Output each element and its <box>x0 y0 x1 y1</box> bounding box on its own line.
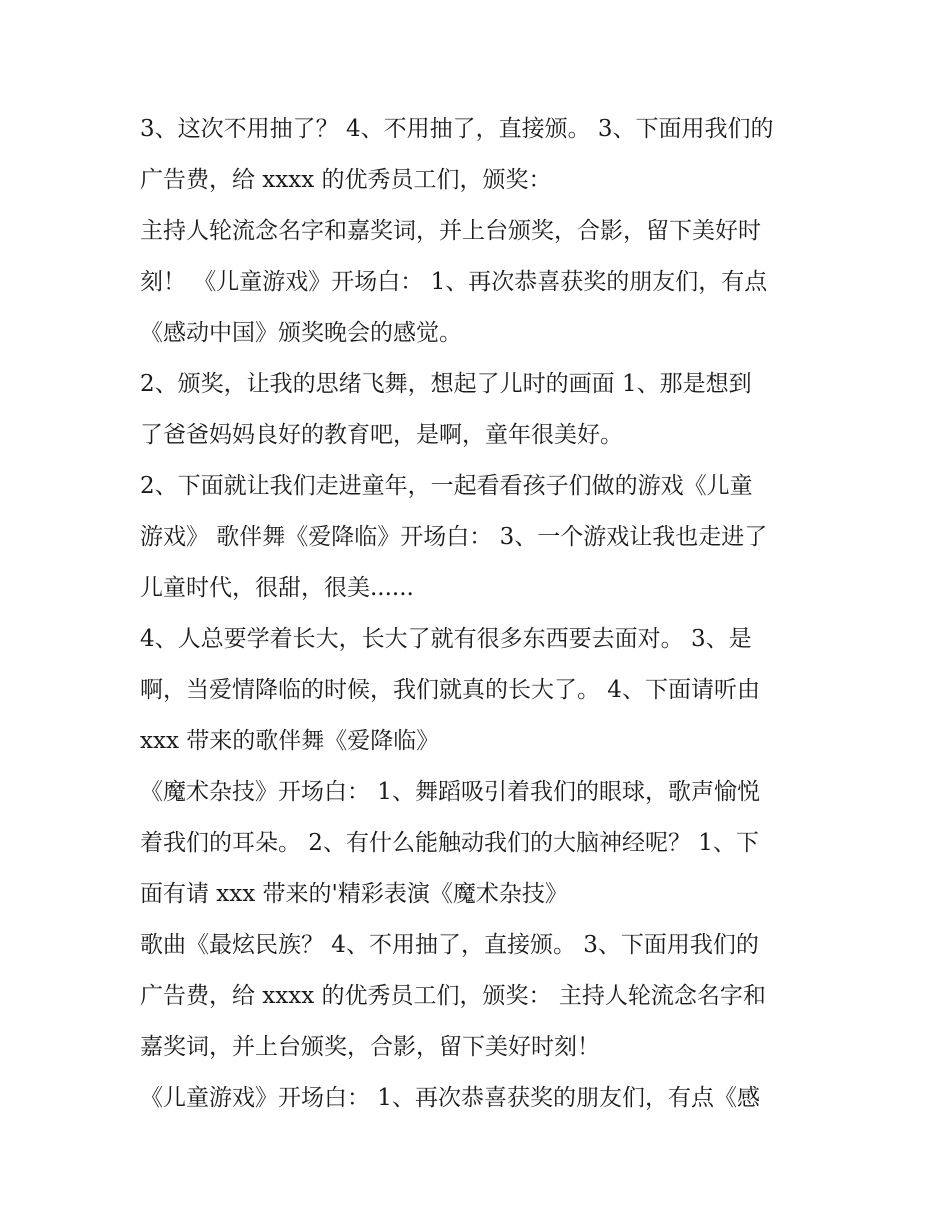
text-line: 4、人总要学着长大，长大了就有很多东西要去面对。 3、是 <box>140 626 752 652</box>
text-line: 啊，当爱情降临的时候，我们就真的长大了。 4、下面请听由 <box>140 677 760 703</box>
text-line: 广告费，给 xxxx 的优秀员工们，颁奖： <box>140 167 552 193</box>
text-line: 3、这次不用抽了？ 4、不用抽了，直接颁。 3、下面用我们的 <box>140 116 774 142</box>
text-line: 了爸爸妈妈良好的教育吧，是啊，童年很美好。 <box>140 422 623 448</box>
text-line: 《感动中国》颁奖晚会的感觉。 <box>140 320 462 346</box>
text-line: 主持人轮流念名字和嘉奖词，并上台颁奖，合影，留下美好时 <box>140 218 761 244</box>
text-line: 《儿童游戏》开场白： 1、再次恭喜获奖的朋友们，有点《感 <box>140 1085 760 1111</box>
text-line: 2、下面就让我们走进童年，一起看看孩子们做的游戏《儿童 <box>140 473 753 499</box>
document-body <box>140 104 820 1124</box>
text-line: 面有请 xxx 带来的'精彩表演《魔术杂技》 <box>140 881 568 907</box>
text-line: 嘉奖词，并上台颁奖，合影，留下美好时刻！ <box>140 1034 600 1060</box>
text-line: 《魔术杂技》开场白： 1、舞蹈吸引着我们的眼球，歌声愉悦 <box>140 779 760 805</box>
text-line: 广告费，给 xxxx 的优秀员工们，颁奖： 主持人轮流念名字和 <box>140 983 766 1009</box>
text-line: xxx 带来的歌伴舞《爱降临》 <box>140 728 440 754</box>
text-line: 儿童时代，很甜，很美...... <box>140 575 414 601</box>
text-line: 着我们的耳朵。 2、有什么能触动我们的大脑神经呢？ 1、下 <box>140 830 759 856</box>
text-line: 刻！ 《儿童游戏》开场白： 1、再次恭喜获奖的朋友们，有点 <box>140 269 768 295</box>
text-line: 歌曲《最炫民族？ 4、不用抽了，直接颁。 3、下面用我们的 <box>140 932 759 958</box>
text-line: 2、颁奖，让我的思绪飞舞，想起了儿时的画面 1、那是想到 <box>140 371 752 397</box>
text-line: 游戏》 歌伴舞《爱降临》开场白： 3、一个游戏让我也走进了 <box>140 524 768 550</box>
